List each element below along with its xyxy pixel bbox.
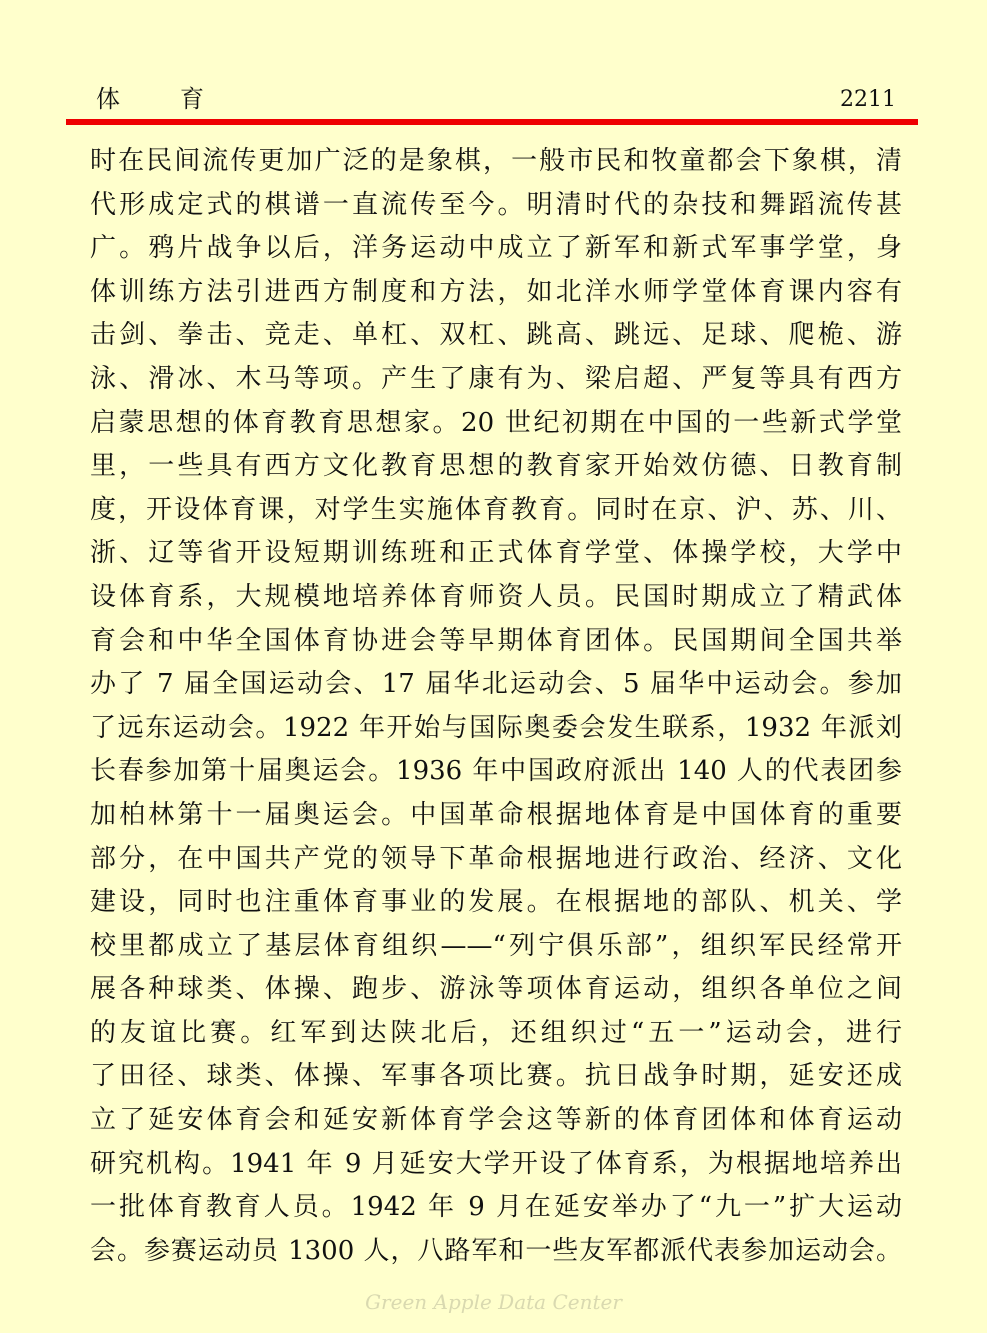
text-line: 启蒙思想的体育教育思想家。20 世纪初期在中国的一些新式学堂 — [90, 407, 902, 438]
text-line: 了田径、球类、体操、军事各项比赛。抗日战争时期，延安还成 — [90, 1061, 902, 1092]
text-line: 浙、辽等省开设短期训练班和正式体育学堂、体操学校，大学中 — [90, 538, 902, 569]
text-line: 代形成定式的棋谱一直流传至今。明清时代的杂技和舞蹈流传甚 — [90, 189, 902, 220]
text-line: 时在民间流传更加广泛的是象棋，一般市民和牧童都会下象棋，清 — [90, 146, 902, 176]
text-line: 广。鸦片战争以后，洋务运动中成立了新军和新式军事学堂，身 — [90, 233, 902, 264]
header-rule — [66, 119, 918, 125]
page-header — [96, 84, 896, 118]
page-number: 2211 — [840, 87, 896, 112]
text-line: 办了 7 届全国运动会、17 届华北运动会、5 届华中运动会。参加 — [90, 669, 902, 700]
text-line: 加柏林第十一届奥运会。中国革命根据地体育是中国体育的重要 — [90, 799, 902, 830]
text-line: 设体育系，大规模地培养体育师资人员。民国时期成立了精武体 — [90, 581, 902, 612]
text-line: 里，一些具有西方文化教育思想的教育家开始效仿德、日教育制 — [90, 451, 902, 482]
text-line: 度，开设体育课，对学生实施体育教育。同时在京、沪、苏、川、 — [90, 494, 902, 525]
text-line: 泳、滑冰、木马等项。产生了康有为、梁启超、严复等具有西方 — [90, 363, 902, 394]
text-line: 了远东运动会。1922 年开始与国际奥委会发生联系，1932 年派刘 — [90, 712, 902, 743]
section-title: 体育 — [96, 85, 264, 113]
text-line: 一批体育教育人员。1942 年 9 月在延安举办了“九一”扩大运动 — [90, 1192, 902, 1223]
text-line: 校里都成立了基层体育组织——“列宁俱乐部”，组织军民经常开 — [90, 930, 902, 961]
text-line: 会。参赛运动员 1300 人，八路军和一些友军都派代表参加运动会。 — [90, 1235, 902, 1266]
body-text — [90, 140, 902, 1273]
text-line: 长春参加第十届奥运会。1936 年中国政府派出 140 人的代表团参 — [90, 756, 902, 787]
text-line: 研究机构。1941 年 9 月延安大学开设了体育系，为根据地培养出 — [90, 1148, 902, 1179]
text-line: 部分，在中国共产党的领导下革命根据地进行政治、经济、文化 — [90, 843, 902, 874]
watermark: Green Apple Data Center — [365, 1290, 622, 1314]
text-line: 体训练方法引进西方制度和方法，如北洋水师学堂体育课内容有 — [90, 276, 902, 307]
text-line: 的友谊比赛。红军到达陕北后，还组织过“五一”运动会，进行 — [90, 1017, 902, 1048]
text-line: 立了延安体育会和延安新体育学会这等新的体育团体和体育运动 — [90, 1105, 902, 1136]
text-line: 展各种球类、体操、跑步、游泳等项体育运动，组织各单位之间 — [90, 974, 902, 1005]
text-line: 建设，同时也注重体育事业的发展。在根据地的部队、机关、学 — [90, 887, 902, 918]
text-line: 击剑、拳击、竞走、单杠、双杠、跳高、跳远、足球、爬桅、游 — [90, 320, 902, 351]
text-line: 育会和中华全国体育协进会等早期体育团体。民国期间全国共举 — [90, 625, 902, 656]
